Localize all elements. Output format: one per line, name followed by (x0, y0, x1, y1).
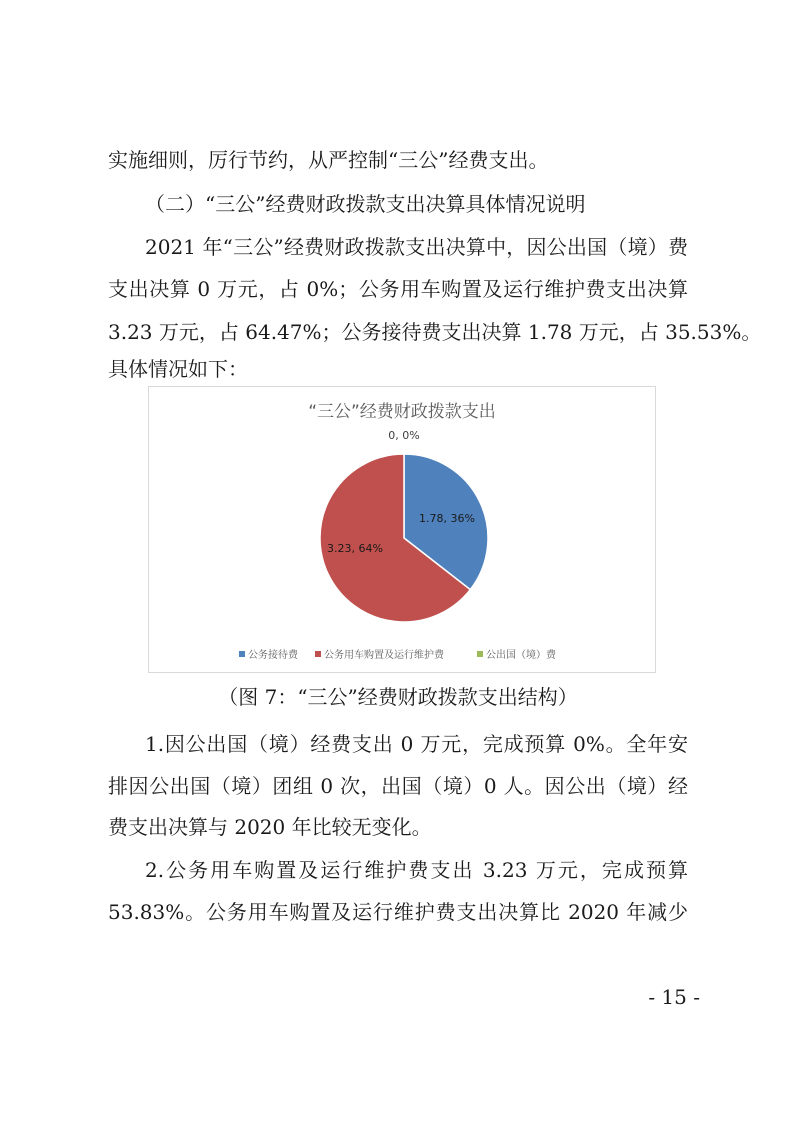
legend-label-2: 公出国（境）费 (486, 650, 556, 661)
para-line-6: 具体情况如下： (108, 357, 248, 381)
para-line-8: 1.因公出国（境）经费支出 0 万元，完成预算 0%。全年安 (145, 732, 688, 756)
data-label-2: 0, 0% (388, 429, 420, 442)
para-line-1: 实施细则，厉行节约，从严控制“三公”经费支出。 (108, 148, 549, 172)
para-line-11: 2.公务用车购置及运行维护费支出 3.23 万元，完成预算 (145, 858, 688, 882)
para-line-9: 排因公出国（境）团组 0 次，出国（境）0 人。因公出（境）经 (108, 774, 688, 798)
para-line-10: 费支出决算与 2020 年比较无变化。 (108, 815, 432, 839)
data-label-1: 3.23, 64% (327, 542, 383, 555)
page-number: - 15 - (648, 985, 700, 1009)
legend-swatch-0 (239, 651, 245, 657)
legend-label-0: 公务接待费 (248, 650, 298, 661)
pie-chart-svg (149, 387, 655, 672)
legend-swatch-1 (315, 651, 321, 657)
para-line-3: 2021 年“三公”经费财政拨款支出决算中，因公出国（境）费 (145, 235, 688, 259)
section-heading: （二）“三公”经费财政拨款支出决算具体情况说明 (145, 192, 586, 216)
legend-label-1: 公务用车购置及运行维护费 (324, 650, 444, 661)
para-line-12: 53.83%。公务用车购置及运行维护费支出决算比 2020 年减少 (108, 900, 688, 924)
para-line-5: 3.23 万元，占 64.47%；公务接待费支出决算 1.78 万元，占 35.53%。 (108, 320, 762, 344)
chart-title: “三公”经费财政拨款支出 (308, 402, 496, 422)
figure-caption: （图 7：“三公”经费财政拨款支出结构） (218, 685, 578, 709)
legend-swatch-2 (477, 651, 483, 657)
pie-chart (148, 386, 656, 673)
para-line-4: 支出决算 0 万元，占 0%；公务用车购置及运行维护费支出决算 (108, 277, 688, 301)
data-label-0: 1.78, 36% (419, 512, 475, 525)
